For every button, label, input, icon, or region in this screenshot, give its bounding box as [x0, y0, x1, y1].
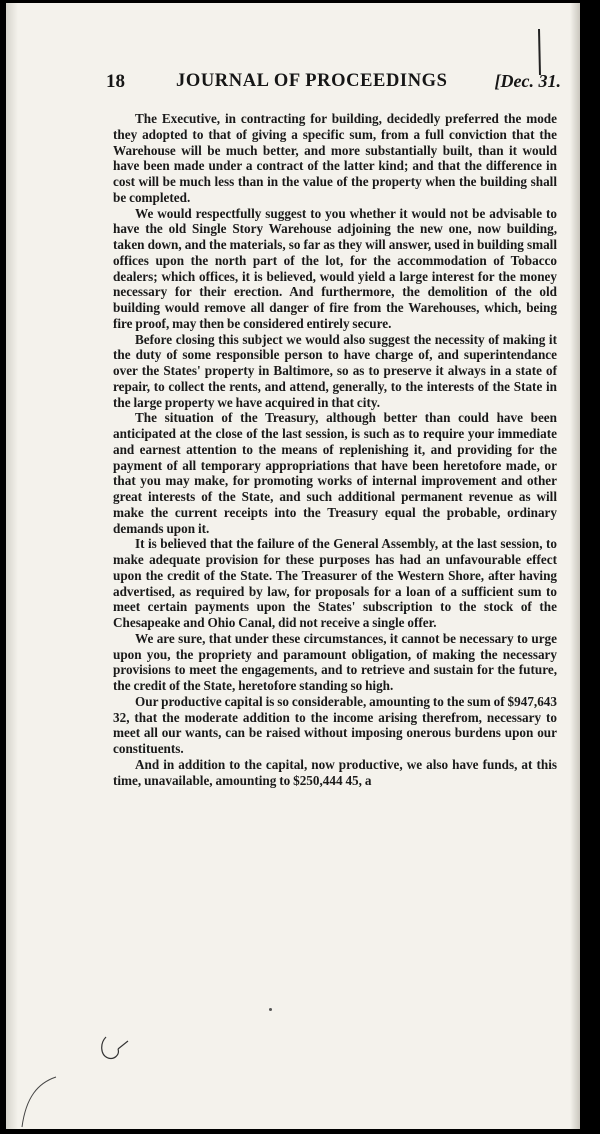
page-gutter-shadow — [6, 3, 18, 1129]
paragraph: The Executive, in contracting for building, decidedly preferred the mode they adopted to that of giving a specific sum, from a full conviction that the Warehouse will be much better, and more substantially built, than it would have been made under a contract of the latter kind; and that the difference in cost will be much less than in the value of the property when the building shall be completed. — [113, 111, 557, 205]
paragraph: It is believed that the failure of the General Assembly, at the last session, to make adequate provision for these purposes has had an unfavourable effect upon the credit of the State. The Treasurer of the Western Shore, after having advertised, as required by law, for proposals for a loan of a sufficient sum to meet certain payments upon the States' subscription to the stock of the Chesapeake and Ohio Canal, did not receive a single offer. — [113, 536, 557, 630]
page-corner-curl — [18, 1073, 58, 1129]
ink-mark — [98, 1033, 138, 1063]
paragraph: We would respectfully suggest to you whether it would not be advisable to have the old Single Story Warehouse adjoining the new one, now building, taken down, and the materials, so far as they will answer, used in building small offices upon the north part of the lot, for the accommodation of Tobacco dealers; which offices, it is believed, would yield a large interest for the money necessary for their erection. And furthermore, the demolition of the old building would remove all danger of fire from the Warehouses, which, being fire proof, may then be considered entirely secure. — [113, 205, 557, 331]
page-edge-shadow — [570, 3, 580, 1129]
page-number: 18 — [106, 71, 125, 92]
paper-speck — [269, 1008, 272, 1011]
running-title: JOURNAL OF PROCEEDINGS — [176, 71, 448, 91]
paragraph: Before closing this subject we would also suggest the necessity of making it the duty of some responsible person to have charge of, and superintendance over the States' property in Baltimore, so as to preserve it always in a state of repair, to collect the rents, and attend, generally, to the interests of the State in the large property we have acquired in that city. — [113, 331, 557, 410]
book-page — [6, 3, 580, 1129]
body-text — [113, 111, 557, 788]
header-date: [Dec. 31. — [494, 71, 561, 91]
paragraph: We are sure, that under these circumstances, it cannot be necessary to urge upon you, the propriety and paramount obligation, of making the necessary provisions to meet the engagements, and to retrieve and sustain for the future, the credit of the State, heretofore standing so high. — [113, 630, 557, 693]
paragraph: And in addition to the capital, now productive, we also have funds, at this time, unavailable, amounting to $250,444 45, a — [113, 756, 557, 788]
paragraph: Our productive capital is so considerable, amounting to the sum of $947,643 32, that the moderate addition to the income arising therefrom, necessary to meet all our wants, can be raised without imposing onerous burdens upon our constituents. — [113, 693, 557, 756]
page-fold-mark — [536, 29, 542, 75]
page-header — [106, 71, 561, 97]
paragraph: The situation of the Treasury, although better than could have been anticipated at the close of the last session, is such as to require your immediate and earnest attention to the means of replenishing it, and providing for the payment of all temporary appropriations that have been heretofore made, or that you may make, for promoting works of internal improvement and other great interests of the State, and such additional permanent revenue as will make the current receipts into the Treasury equal the probable, ordinary demands upon it. — [113, 410, 557, 536]
